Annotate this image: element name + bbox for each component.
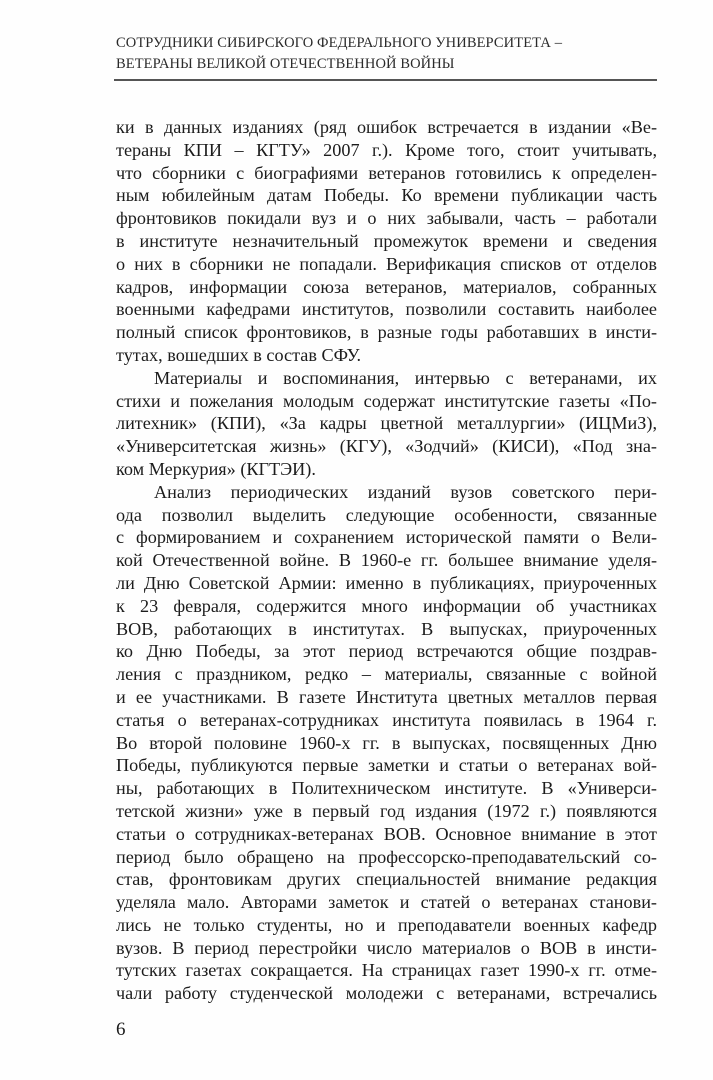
text-line: военными кафедрами институтов, позволили составить наиболее xyxy=(116,299,657,320)
text-line: лись не только студенты, но и преподаватели военных кафедр xyxy=(116,914,657,935)
text-line: с формированием и сохранением исторической памяти о Вели- xyxy=(116,527,657,548)
text-line: тутских газетах сокращается. На страницах газет 1990-х гг. отме- xyxy=(116,960,657,981)
text-line: ки в данных изданиях (ряд ошибок встречается в издании «Ве- xyxy=(116,117,657,137)
text-line: вузов. В период перестройки число материалов о ВОВ в инсти- xyxy=(116,937,657,958)
text-line: к 23 февраля, содержится много информации об участниках xyxy=(116,595,657,616)
page-number: 6 xyxy=(116,1019,126,1040)
paragraph-first-line: Анализ периодических изданий вузов советского пери- xyxy=(154,481,657,502)
body-text xyxy=(116,116,657,1005)
text-line: и ее участниками. В газете Института цветных металлов первая xyxy=(116,686,657,707)
text-line: ны, работающих в Политехническом институте. В «Универси- xyxy=(116,778,657,799)
text-line: фронтовиков покидали вуз и о них забывали, часть – работали xyxy=(116,208,657,229)
text-line: статья о ветеранах-сотрудниках института появилась в 1964 г. xyxy=(116,709,657,730)
text-line: период было обращено на профессорско-преподавательский со- xyxy=(116,846,657,867)
text-line: стихи и пожелания молодым содержат институтские газеты «По- xyxy=(116,390,657,411)
running-header-line-2: ВЕТЕРАНЫ ВЕЛИКОЙ ОТЕЧЕСТВЕННОЙ ВОЙНЫ xyxy=(116,56,455,72)
text-line: ным юбилейным датам Победы. Ко времени публикации часть xyxy=(116,185,657,206)
text-line: в институте незначительный промежуток времени и сведения xyxy=(116,230,657,251)
text-line: полный список фронтовиков, в разные годы работавших в инсти- xyxy=(116,322,657,343)
header-divider xyxy=(114,79,657,81)
text-line: что сборники с биографиями ветеранов готовились к определен- xyxy=(116,162,657,183)
text-line: тераны КПИ – КГТУ» 2007 г.). Кроме того, стоит учитывать, xyxy=(116,139,657,160)
text-line: «Университетская жизнь» (КГУ), «Зодчий» (КИСИ), «Под зна- xyxy=(116,436,657,457)
text-line: кой Отечественной войне. В 1960-е гг. большее внимание уделя- xyxy=(116,550,657,571)
text-line: ления с праздником, редко – материалы, связанные с войной xyxy=(116,664,657,685)
running-header-line-1: СОТРУДНИКИ СИБИРСКОГО ФЕДЕРАЛЬНОГО УНИВЕРСИТЕТА – xyxy=(116,35,563,51)
paragraph-first-line: Материалы и воспоминания, интервью с ветеранами, их xyxy=(154,367,657,388)
text-line: кадров, информации союза ветеранов, материалов, собранных xyxy=(116,276,657,297)
text-line: уделяла мало. Авторами заметок и статей о ветеранах станови- xyxy=(116,892,657,913)
running-header xyxy=(116,33,656,75)
text-line: Победы, публикуются первые заметки и статьи о ветеранах вой- xyxy=(116,755,657,776)
text-line: тутах, вошедших в состав СФУ. xyxy=(116,344,362,365)
text-line: литехник» (КПИ), «За кадры цветной металлургии» (ИЦМиЗ), xyxy=(116,413,657,434)
text-line: ли Дню Советской Армии: именно в публикациях, приуроченных xyxy=(116,572,657,593)
text-line: ко Дню Победы, за этот период встречаются общие поздрав- xyxy=(116,641,657,662)
text-line: ком Меркурия» (КГТЭИ). xyxy=(116,458,316,479)
text-line: о них в сборники не попадали. Верификация списков от отделов xyxy=(116,253,657,274)
text-line: тетской жизни» уже в первый год издания (1972 г.) появляются xyxy=(116,800,657,821)
text-line: став, фронтовикам других специальностей внимание редакция xyxy=(116,869,657,890)
text-line: ВОВ, работающих в институтах. В выпусках, приуроченных xyxy=(116,618,657,639)
text-line: ода позволил выделить следующие особенности, связанные xyxy=(116,504,657,525)
text-line: Во второй половине 1960-х гг. в выпусках, посвященных Дню xyxy=(116,732,657,753)
text-line: чали работу студенческой молодежи с ветеранами, встречались xyxy=(116,983,657,1004)
text-line: статьи о сотрудниках-ветеранах ВОВ. Основное внимание в этот xyxy=(116,823,657,844)
